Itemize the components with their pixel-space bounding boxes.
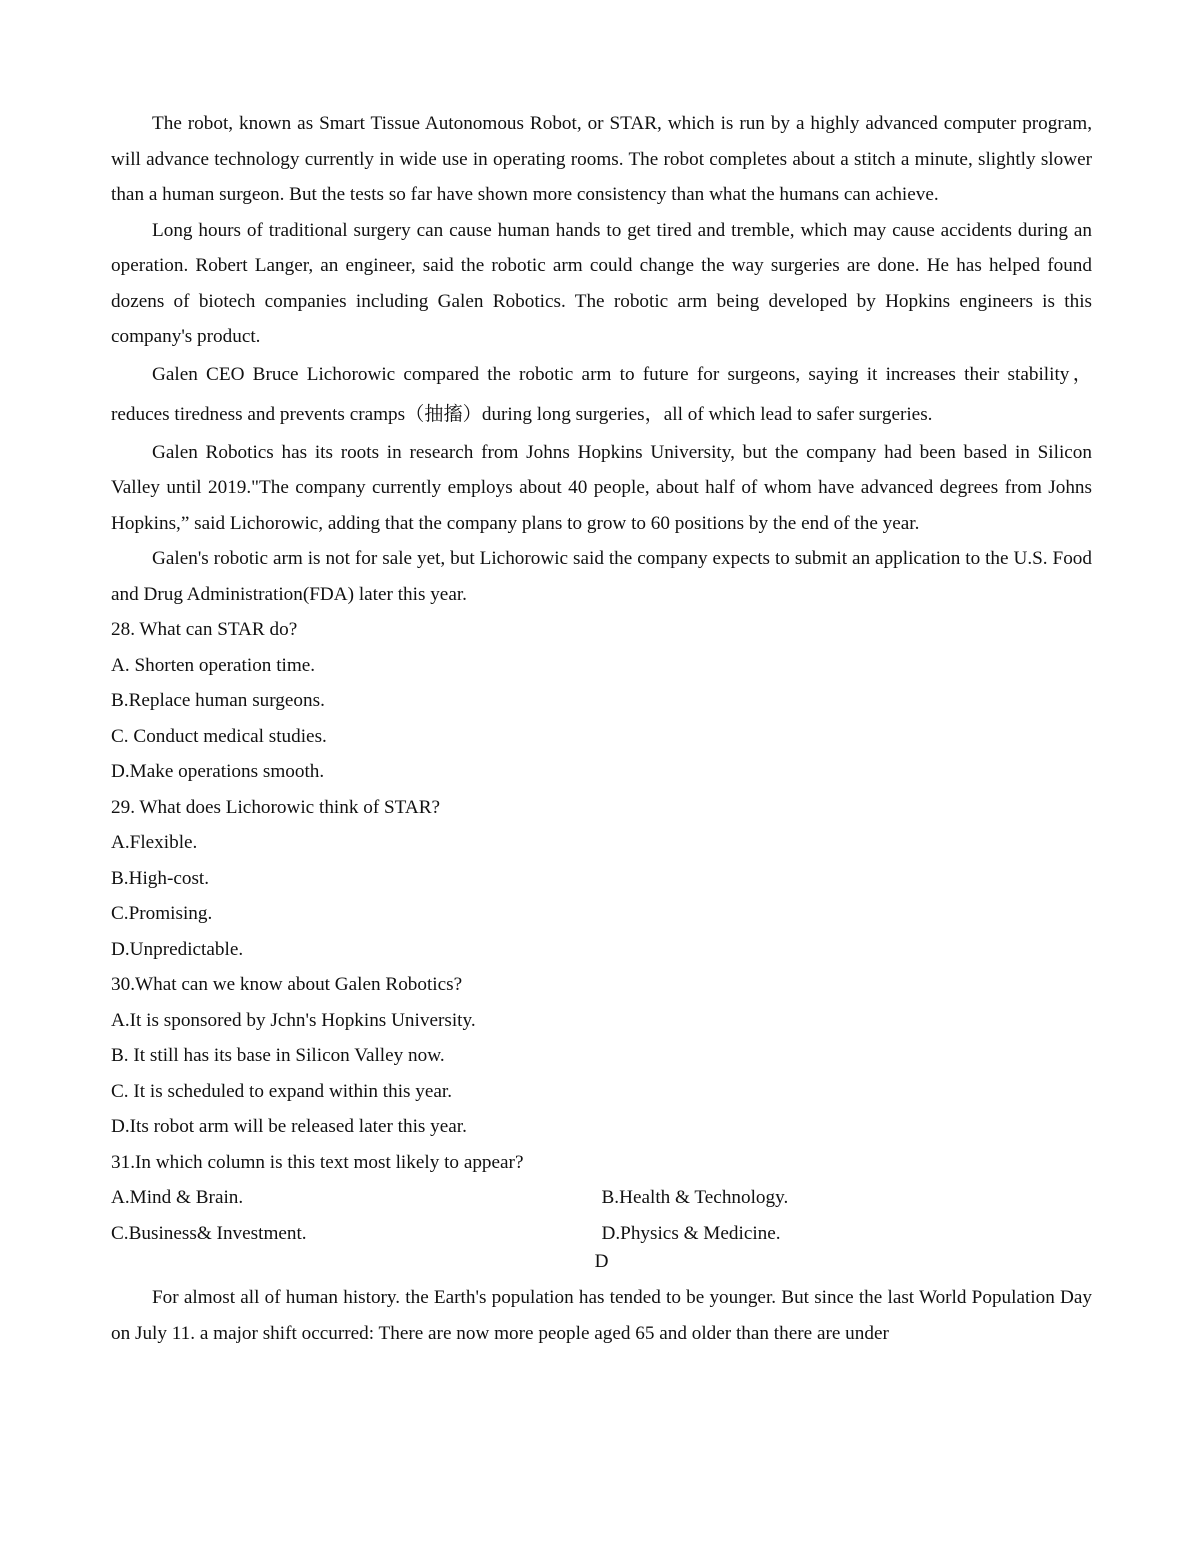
document-page [111, 106, 1092, 1351]
section-heading-d: D [594, 1251, 609, 1272]
options-row-1 [111, 1180, 1092, 1216]
question-stem: 29. What does Lichorowic think of STAR? [111, 796, 441, 818]
option-a: A.Mind & Brain. [111, 1187, 244, 1208]
option-a: A.It is sponsored by Jchn's Hopkins University. [111, 1009, 476, 1031]
option-b: B.High-cost. [111, 867, 210, 889]
passage-paragraph-1: The robot, known as Smart Tissue Autonomous Robot, or STAR, which is run by a highly advanced computer program, will advance technology currently in wide use in operating rooms. The robot completes about a stitch a minute, slightly slower than a human surgeon. But the tests so far have shown more consistency than what the humans can achieve. [111, 113, 1092, 205]
section-d-paragraph: For almost all of human history. the Earth's population has tended to be younger. But since the last World Population Day on July 11. a major shift occurred: There are now more people aged 65 and older than there are under [111, 1287, 1092, 1344]
passage-paragraph-5: Galen's robotic arm is not for sale yet, but Lichorowic said the company expects to submit an application to the U.S. Food and Drug Administration(FDA) later this year. [111, 548, 1092, 605]
option-b: B. It still has its base in Silicon Valley now. [111, 1045, 445, 1066]
question-28 [111, 612, 1092, 790]
option-c: C.Business& Investment. [111, 1222, 307, 1244]
option-b: B.Health & Technology. [601, 1187, 789, 1208]
option-d: D.Make operations smooth. [111, 761, 325, 782]
option-b: B.Replace human surgeons. [111, 690, 325, 711]
option-d: D.Unpredictable. [111, 938, 244, 960]
passage-paragraph-4: Galen Robotics has its roots in research from Johns Hopkins University, but the company had been based in Silicon Valley until 2019."The company currently employs about 40 people, about half of whom have advanced degrees from Johns Hopkins,” said Lichorowic, adding that the company plans to grow to 60 positions by the end of the year. [111, 441, 1092, 534]
options-row-2 [111, 1216, 1092, 1252]
question-stem: 31.In which column is this text most likely to appear? [111, 1151, 524, 1173]
question-30 [111, 967, 1092, 1145]
question-29 [111, 790, 1092, 968]
passage [111, 106, 1092, 612]
question-31 [111, 1145, 1092, 1252]
option-d: D.Physics & Medicine. [601, 1222, 781, 1244]
option-c: C. It is scheduled to expand within this year. [111, 1080, 453, 1102]
option-a: A. Shorten operation time. [111, 654, 316, 676]
passage-paragraph-3: Galen CEO Bruce Lichorowic compared the robotic arm to future for surgeons, saying it increases their stability，reduces tiredness and prevents cramps（抽搐）during long surgeries，all of which lead to safer surgeries. [111, 363, 1092, 425]
option-c: C.Promising. [111, 903, 213, 924]
option-c: C. Conduct medical studies. [111, 725, 327, 747]
question-stem: 30.What can we know about Galen Robotics? [111, 974, 463, 995]
option-d: D.Its robot arm will be released later this year. [111, 1116, 467, 1137]
option-a: A.Flexible. [111, 832, 198, 853]
question-stem: 28. What can STAR do? [111, 619, 298, 640]
passage-paragraph-2: Long hours of traditional surgery can cause human hands to get tired and tremble, which may cause accidents during an operation. Robert Langer, an engineer, said the robotic arm could change the way surgeries are done. He has helped found dozens of biotech companies including Galen Robotics. The robotic arm being developed by Hopkins engineers is this company's product. [111, 219, 1092, 347]
